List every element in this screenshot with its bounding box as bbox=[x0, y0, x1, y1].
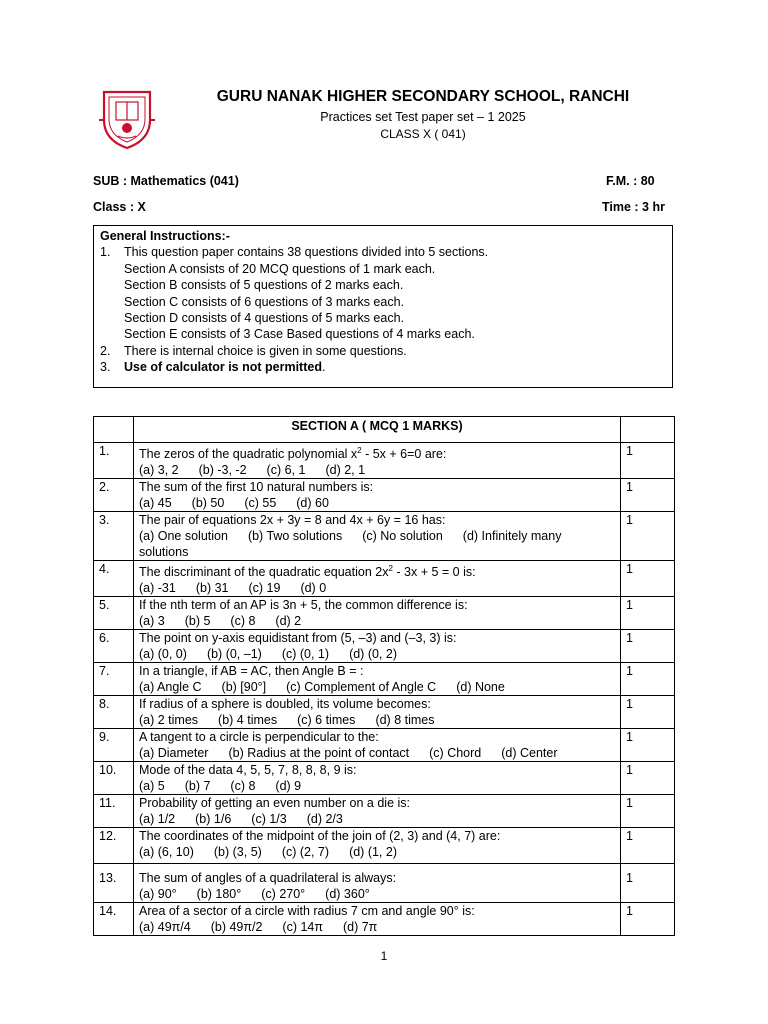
option: (d) 8 times bbox=[375, 713, 435, 728]
question-cell bbox=[134, 762, 621, 795]
option: (b) Two solutions bbox=[247, 529, 343, 544]
option: (c) No solution bbox=[362, 529, 443, 544]
question-text-part: A tangent to a circle is perpendicular to the: bbox=[139, 730, 379, 745]
question-text bbox=[139, 795, 615, 811]
option: (a) 3 bbox=[139, 614, 165, 629]
question-text bbox=[139, 903, 615, 919]
instruction-item bbox=[100, 359, 666, 375]
instruction-item bbox=[100, 244, 666, 260]
option: (d) 2/3 bbox=[306, 812, 343, 827]
question-number: 2. bbox=[94, 479, 134, 512]
question-text-part: The pair of equations 2x + 3y = 8 and 4x + 6y = 16 has: bbox=[139, 513, 446, 528]
question-text bbox=[139, 512, 615, 528]
instruction-number bbox=[100, 310, 124, 326]
option: (a) (6, 10) bbox=[139, 845, 194, 860]
question-text bbox=[139, 828, 615, 844]
subject: SUB : Mathematics (041) bbox=[93, 174, 239, 188]
question-row bbox=[94, 696, 675, 729]
question-text-part: The sum of the first 10 natural numbers is: bbox=[139, 480, 374, 495]
question-cell bbox=[134, 729, 621, 762]
instruction-text: This question paper contains 38 questions divided into 5 sections. bbox=[124, 245, 489, 260]
question-number: 3. bbox=[94, 512, 134, 561]
question-marks: 1 bbox=[621, 663, 675, 696]
paper-subtitle: Practices set Test paper set – 1 2025 bbox=[320, 110, 526, 124]
option: (d) (0, 2) bbox=[349, 647, 397, 662]
class-label: Class : X bbox=[93, 200, 146, 214]
option: (c) 55 bbox=[244, 496, 277, 511]
question-number: 13. bbox=[94, 864, 134, 903]
question-cell bbox=[134, 903, 621, 936]
options bbox=[139, 613, 615, 629]
instruction-item bbox=[100, 343, 666, 359]
option: (b) 180° bbox=[196, 887, 242, 902]
instruction-text: Section B consists of 5 questions of 2 marks each. bbox=[124, 278, 404, 293]
question-cell bbox=[134, 443, 621, 479]
question-marks: 1 bbox=[621, 828, 675, 864]
class-code: CLASS X ( 041) bbox=[380, 127, 466, 141]
option: (d) None bbox=[456, 680, 505, 695]
question-number: 7. bbox=[94, 663, 134, 696]
option: (c) 6 times bbox=[297, 713, 356, 728]
options bbox=[139, 528, 615, 560]
option: (a) 45 bbox=[139, 496, 172, 511]
question-marks: 1 bbox=[621, 630, 675, 663]
instruction-text: Section D consists of 4 questions of 5 marks each. bbox=[124, 311, 404, 326]
option: (d) Center bbox=[501, 746, 558, 761]
exponent: 2 bbox=[388, 564, 393, 574]
section-a-table bbox=[93, 416, 675, 936]
question-text-part: If radius of a sphere is doubled, its volume becomes: bbox=[139, 697, 431, 712]
option: (d) 0 bbox=[300, 581, 327, 596]
option: (a) 49π/4 bbox=[139, 920, 191, 935]
instruction-number bbox=[100, 294, 124, 310]
question-marks: 1 bbox=[621, 561, 675, 597]
option: (a) -31 bbox=[139, 581, 176, 596]
option: (d) 2 bbox=[275, 614, 302, 629]
instruction-number: 1. bbox=[100, 245, 111, 260]
instruction-item bbox=[100, 326, 666, 342]
option: (a) 2 times bbox=[139, 713, 199, 728]
question-text bbox=[139, 762, 615, 778]
instruction-text: There is internal choice is given in some questions. bbox=[124, 343, 407, 358]
option: (b) -3, -2 bbox=[198, 463, 247, 478]
question-marks: 1 bbox=[621, 903, 675, 936]
option: (c) (0, 1) bbox=[281, 647, 330, 662]
instruction-text: Use of calculator is not permitted bbox=[124, 360, 322, 375]
option: (c) 1/3 bbox=[251, 812, 287, 827]
option: (a) 5 bbox=[139, 779, 165, 794]
option: (c) 19 bbox=[248, 581, 281, 596]
option: (b) [90°] bbox=[221, 680, 267, 695]
question-cell bbox=[134, 512, 621, 561]
general-instructions bbox=[93, 225, 673, 388]
instruction-number bbox=[100, 326, 124, 342]
options bbox=[139, 646, 615, 662]
options bbox=[139, 712, 615, 728]
question-row bbox=[94, 762, 675, 795]
instruction-item bbox=[100, 310, 666, 326]
time-label: Time : 3 hr bbox=[602, 200, 665, 214]
question-number: 1. bbox=[94, 443, 134, 479]
question-row bbox=[94, 512, 675, 561]
option: (a) One solution bbox=[139, 529, 228, 544]
option: (d) 7π bbox=[342, 920, 378, 935]
option: (a) 1/2 bbox=[139, 812, 176, 827]
options bbox=[139, 778, 615, 794]
question-number: 5. bbox=[94, 597, 134, 630]
question-text bbox=[139, 729, 615, 745]
option: (d) 360° bbox=[325, 887, 370, 902]
question-cell bbox=[134, 663, 621, 696]
question-marks: 1 bbox=[621, 597, 675, 630]
question-text-part: If the nth term of an AP is 3n + 5, the common difference is: bbox=[139, 598, 468, 613]
instruction-item bbox=[100, 294, 666, 310]
instruction-item bbox=[100, 277, 666, 293]
question-marks: 1 bbox=[621, 696, 675, 729]
question-cell bbox=[134, 864, 621, 903]
question-row bbox=[94, 795, 675, 828]
question-cell bbox=[134, 561, 621, 597]
option: (a) 90° bbox=[139, 887, 177, 902]
option: (c) (2, 7) bbox=[281, 845, 330, 860]
option: (a) Diameter bbox=[139, 746, 209, 761]
question-row bbox=[94, 828, 675, 864]
question-number: 11. bbox=[94, 795, 134, 828]
question-text bbox=[139, 443, 615, 462]
option: (c) 8 bbox=[230, 779, 256, 794]
option: (b) 50 bbox=[191, 496, 225, 511]
question-row bbox=[94, 729, 675, 762]
option: (d) Infinitely many solutions bbox=[139, 529, 562, 560]
question-text-part: - 5x + 6=0 are: bbox=[361, 447, 447, 462]
question-number: 8. bbox=[94, 696, 134, 729]
question-text-part: Mode of the data 4, 5, 5, 7, 8, 8, 8, 9 is: bbox=[139, 763, 357, 778]
option: (d) 60 bbox=[296, 496, 329, 511]
question-row bbox=[94, 903, 675, 936]
option: (c) 8 bbox=[230, 614, 256, 629]
option: (d) (1, 2) bbox=[349, 845, 397, 860]
question-row bbox=[94, 561, 675, 597]
option: (a) Angle C bbox=[139, 680, 202, 695]
question-number: 14. bbox=[94, 903, 134, 936]
question-number: 12. bbox=[94, 828, 134, 864]
option: (b) 31 bbox=[195, 581, 229, 596]
option: (b) Radius at the point of contact bbox=[228, 746, 410, 761]
question-cell bbox=[134, 597, 621, 630]
option: (d) 9 bbox=[275, 779, 302, 794]
question-text-part: The discriminant of the quadratic equation 2x bbox=[139, 565, 389, 580]
question-row bbox=[94, 663, 675, 696]
instruction-number bbox=[100, 261, 124, 277]
option: (a) 3, 2 bbox=[139, 463, 179, 478]
question-marks: 1 bbox=[621, 512, 675, 561]
instruction-text: Section E consists of 3 Case Based questions of 4 marks each. bbox=[124, 327, 475, 342]
question-number: 4. bbox=[94, 561, 134, 597]
question-marks: 1 bbox=[621, 443, 675, 479]
question-text-part: - 3x + 5 = 0 is: bbox=[392, 565, 476, 580]
instruction-item bbox=[100, 261, 666, 277]
option: (c) 270° bbox=[261, 887, 306, 902]
instruction-number bbox=[100, 277, 124, 293]
question-row bbox=[94, 630, 675, 663]
options bbox=[139, 919, 615, 935]
question-marks: 1 bbox=[621, 729, 675, 762]
question-cell bbox=[134, 795, 621, 828]
page-number: 1 bbox=[380, 949, 388, 963]
options bbox=[139, 679, 615, 695]
question-row bbox=[94, 443, 675, 479]
instruction-text: Section C consists of 6 questions of 3 marks each. bbox=[124, 294, 404, 309]
school-name: GURU NANAK HIGHER SECONDARY SCHOOL, RANCHI bbox=[216, 88, 630, 105]
option: (b) 7 bbox=[184, 779, 211, 794]
question-text-part: The sum of angles of a quadrilateral is always: bbox=[139, 871, 397, 886]
full-marks: F.M. : 80 bbox=[606, 174, 655, 188]
instruction-number: 3. bbox=[100, 360, 111, 375]
question-cell bbox=[134, 696, 621, 729]
question-cell bbox=[134, 828, 621, 864]
question-text bbox=[139, 561, 615, 580]
options bbox=[139, 462, 615, 478]
question-text-part: Area of a sector of a circle with radius 7 cm and angle 90° is: bbox=[139, 904, 475, 919]
question-marks: 1 bbox=[621, 479, 675, 512]
question-text-part: The coordinates of the midpoint of the join of (2, 3) and (4, 7) are: bbox=[139, 829, 501, 844]
section-header-row bbox=[94, 417, 675, 443]
option: (b) (0, –1) bbox=[206, 647, 262, 662]
section-title: SECTION A ( MCQ 1 MARKS) bbox=[134, 417, 621, 443]
option: (b) 5 bbox=[184, 614, 211, 629]
instruction-text: Section A consists of 20 MCQ questions of 1 mark each. bbox=[124, 261, 436, 276]
question-row bbox=[94, 864, 675, 903]
question-number: 9. bbox=[94, 729, 134, 762]
question-text-part: The point on y-axis equidistant from (5, –3) and (–3, 3) is: bbox=[139, 631, 457, 646]
question-cell bbox=[134, 479, 621, 512]
question-text bbox=[139, 870, 615, 886]
question-row bbox=[94, 597, 675, 630]
question-number: 10. bbox=[94, 762, 134, 795]
instruction-number: 2. bbox=[100, 343, 111, 358]
exponent: 2 bbox=[357, 446, 362, 455]
option: (c) Chord bbox=[429, 746, 482, 761]
question-number: 6. bbox=[94, 630, 134, 663]
question-text bbox=[139, 663, 615, 679]
option: (c) Complement of Angle C bbox=[286, 680, 437, 695]
options bbox=[139, 844, 615, 860]
options bbox=[139, 580, 615, 596]
instructions-title: General Instructions:- bbox=[100, 229, 230, 243]
question-row bbox=[94, 479, 675, 512]
option: (d) 2, 1 bbox=[325, 463, 366, 478]
option: (c) 14π bbox=[282, 920, 323, 935]
question-marks: 1 bbox=[621, 762, 675, 795]
question-text bbox=[139, 597, 615, 613]
question-text bbox=[139, 630, 615, 646]
option: (b) 49π/2 bbox=[210, 920, 263, 935]
option: (c) 6, 1 bbox=[266, 463, 306, 478]
option: (b) (3, 5) bbox=[213, 845, 262, 860]
question-cell bbox=[134, 630, 621, 663]
options bbox=[139, 495, 615, 511]
question-text-part: Probability of getting an even number on a die is: bbox=[139, 796, 411, 811]
question-text bbox=[139, 479, 615, 495]
instruction-suffix: . bbox=[321, 360, 326, 375]
question-text bbox=[139, 696, 615, 712]
question-text-part: In a triangle, if AB = AC, then Angle B = : bbox=[139, 664, 364, 679]
options bbox=[139, 886, 615, 902]
question-marks: 1 bbox=[621, 864, 675, 903]
question-marks: 1 bbox=[621, 795, 675, 828]
option: (b) 1/6 bbox=[195, 812, 232, 827]
option: (b) 4 times bbox=[218, 713, 278, 728]
question-text-part: The zeros of the quadratic polynomial x bbox=[139, 447, 358, 462]
options bbox=[139, 745, 615, 761]
option: (a) (0, 0) bbox=[139, 647, 187, 662]
options bbox=[139, 811, 615, 827]
